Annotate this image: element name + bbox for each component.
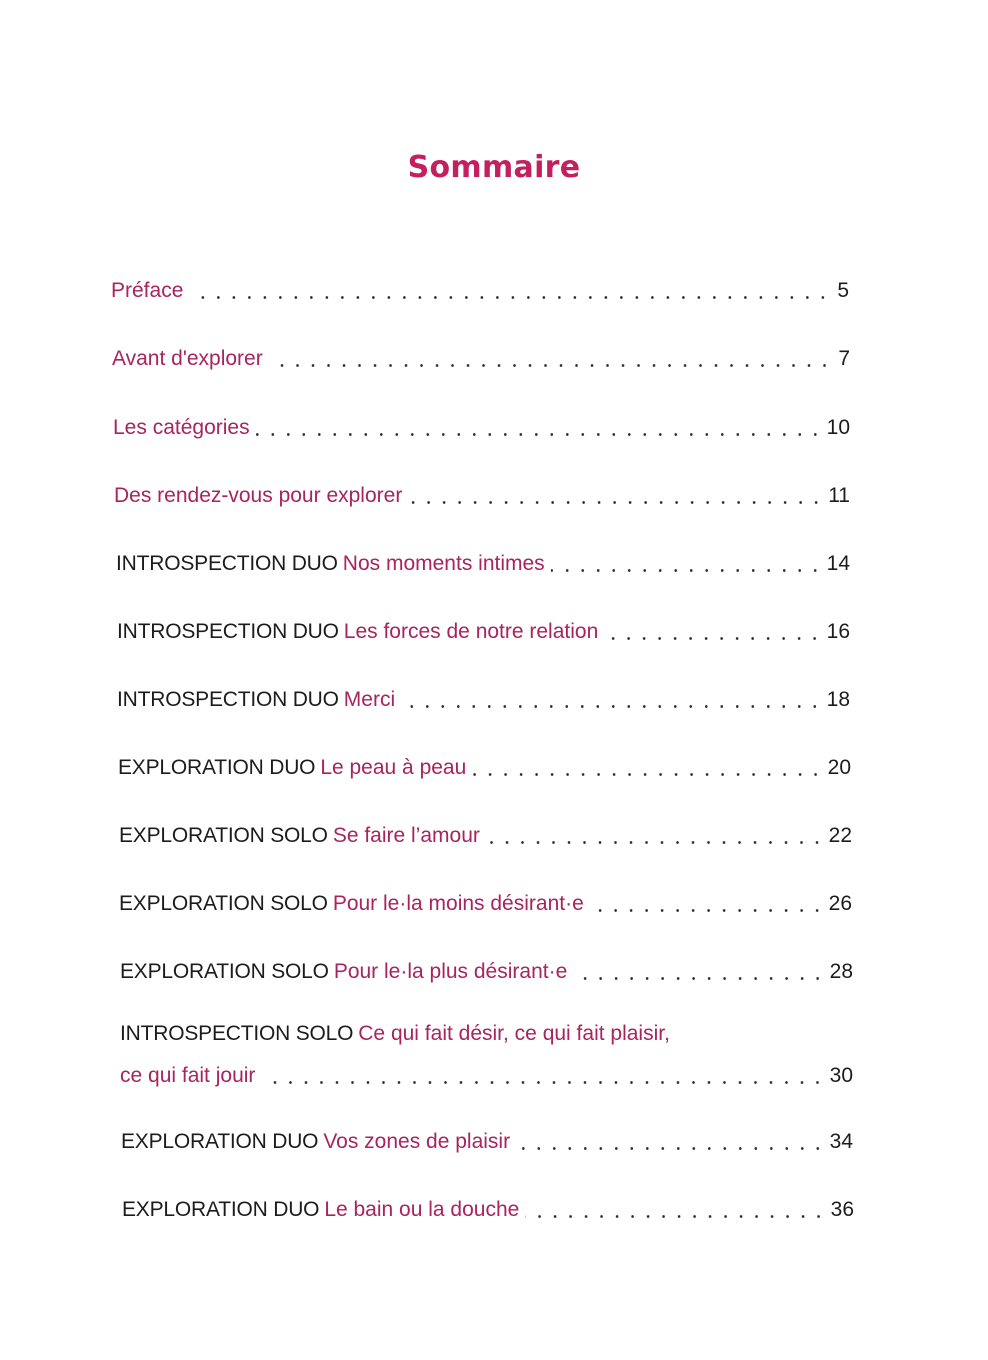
toc-entry-page: 28 bbox=[829, 960, 853, 983]
toc-entry-category: EXPLORATION SOLO bbox=[119, 892, 328, 915]
toc-entry-category: INTROSPECTION SOLO bbox=[120, 1022, 354, 1045]
toc-entry-page: 18 bbox=[826, 688, 850, 711]
toc-entry-page: 5 bbox=[837, 279, 849, 302]
toc-entry bbox=[112, 338, 850, 372]
toc-entry bbox=[117, 611, 850, 645]
toc-entry-title: Se faire l’amour bbox=[332, 824, 480, 847]
dot-leader bbox=[408, 483, 824, 509]
toc-entry bbox=[111, 270, 849, 304]
dot-leader bbox=[401, 687, 823, 713]
toc-entry-category: INTROSPECTION DUO bbox=[116, 552, 338, 575]
dot-leader bbox=[189, 278, 831, 304]
dot-leader bbox=[590, 891, 825, 917]
toc-entry-category: INTROSPECTION DUO bbox=[117, 620, 339, 643]
toc-entry-category: INTROSPECTION DUO bbox=[117, 688, 339, 711]
toc-entry-title: Merci bbox=[343, 688, 396, 711]
toc-entry bbox=[119, 883, 852, 917]
toc-entry-title: Préface bbox=[111, 279, 184, 302]
toc-entry-page: 14 bbox=[826, 552, 850, 575]
toc-entry-page: 16 bbox=[826, 620, 850, 643]
toc-entry-title: Vos zones de plaisir bbox=[323, 1130, 511, 1153]
toc-entry-category: EXPLORATION SOLO bbox=[119, 824, 328, 847]
dot-leader bbox=[551, 551, 823, 577]
toc-entry bbox=[119, 815, 852, 849]
toc-entry-title: Les forces de notre relation bbox=[343, 620, 599, 643]
toc-entry-page: 11 bbox=[828, 484, 850, 507]
page-title: Sommaire bbox=[407, 150, 581, 185]
toc-entry-page: 26 bbox=[828, 892, 852, 915]
toc-entry bbox=[117, 679, 850, 713]
toc-entry-page: 30 bbox=[829, 1064, 853, 1087]
toc-entry-category: EXPLORATION SOLO bbox=[120, 960, 329, 983]
toc-entry bbox=[114, 475, 850, 509]
dot-leader bbox=[472, 755, 823, 781]
toc-entry-title: Pour le·la plus désirant·e bbox=[333, 960, 568, 983]
toc-entry-title: Avant d'explorer bbox=[112, 347, 263, 370]
toc-entry bbox=[118, 747, 851, 781]
toc-entry-title: Les catégories bbox=[113, 416, 250, 439]
toc-entry bbox=[120, 1021, 853, 1091]
dot-leader bbox=[573, 959, 825, 985]
toc-entry-first-line bbox=[120, 1021, 670, 1047]
dot-leader bbox=[516, 1129, 826, 1155]
toc-entry-page: 10 bbox=[826, 416, 850, 439]
toc-entry-title-continued: ce qui fait jouir bbox=[120, 1064, 256, 1087]
toc-entry bbox=[120, 951, 853, 985]
toc-entry bbox=[121, 1121, 853, 1155]
toc-entry-category: EXPLORATION DUO bbox=[122, 1198, 320, 1221]
toc-entry-title: Le peau à peau bbox=[320, 756, 467, 779]
dot-leader bbox=[256, 415, 823, 441]
toc-entry-page: 34 bbox=[829, 1130, 853, 1153]
toc-entry-category: EXPLORATION DUO bbox=[121, 1130, 319, 1153]
toc-entry-title: Ce qui fait désir, ce qui fait plaisir, bbox=[358, 1022, 670, 1045]
dot-leader bbox=[269, 346, 832, 372]
toc-entry-page: 22 bbox=[828, 824, 852, 847]
dot-leader bbox=[486, 823, 825, 849]
toc-entry-page: 7 bbox=[838, 347, 850, 370]
toc-entry-page: 20 bbox=[827, 756, 851, 779]
dot-leader bbox=[261, 1063, 825, 1089]
toc-entry-title: Pour le·la moins désirant·e bbox=[332, 892, 584, 915]
toc-entry-title: Le bain ou la douche bbox=[324, 1198, 520, 1221]
toc-entry bbox=[113, 407, 850, 441]
dot-leader bbox=[604, 619, 822, 645]
toc-entry bbox=[122, 1189, 854, 1223]
toc-entry-title: Nos moments intimes bbox=[342, 552, 545, 575]
dot-leader bbox=[525, 1197, 826, 1223]
toc-entry-page: 36 bbox=[830, 1198, 854, 1221]
toc-entry-title: Des rendez-vous pour explorer bbox=[114, 484, 403, 507]
toc-entry bbox=[116, 543, 850, 577]
toc-entry-second-line bbox=[120, 1055, 853, 1089]
toc-entry-category: EXPLORATION DUO bbox=[118, 756, 316, 779]
